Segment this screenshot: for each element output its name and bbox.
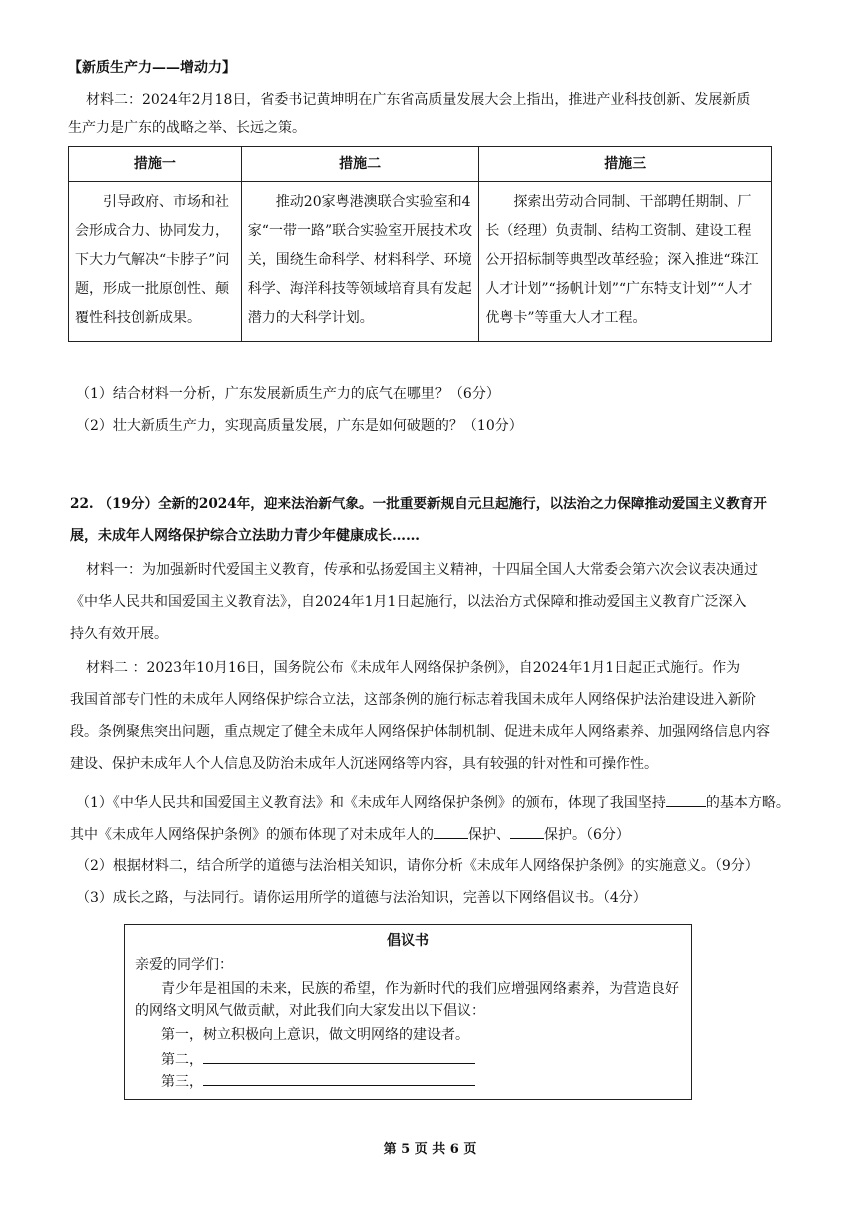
answer-blank-2[interactable] (434, 822, 468, 839)
proposal-item1: 第一，树立积极向上意识，做文明网络的建设者。 (161, 1027, 469, 1043)
measures-cell-2: 推动20家粤港澳联合实验室和4家“一带一路”联合实验室开展技术攻关，围绕生命科学、材料科学、环境科学、海洋科技等领域培育具有发起潜力的大科学计划。 (241, 182, 479, 342)
answer-blank-3[interactable] (510, 822, 544, 839)
proposal-item3-blank[interactable] (203, 1069, 475, 1086)
proposal-title: 倡议书 (387, 933, 429, 949)
q21-sub2: （2）壮大新质生产力，实现高质量发展，广东是如何破题的？（10分） (76, 418, 523, 434)
section-heading: 【新质生产力——增动力】 (68, 60, 236, 76)
proposal-body-line1: 青少年是祖国的未来，民族的希望，作为新时代的我们应增强网络素养，为营造良好 (161, 981, 679, 997)
q22-sub1-line2 (70, 822, 630, 845)
proposal-item3 (161, 1069, 475, 1092)
q22-sub1-text-b: 的基本方略。 (705, 795, 790, 811)
q21-sub1: （1）结合材料一分析，广东发展新质生产力的底气在哪里？（6分） (76, 386, 500, 402)
proposal-item2-blank[interactable] (203, 1047, 475, 1064)
q22-material1-line1: 材料一：为加强新时代爱国主义教育，传承和弘扬爱国主义精神，十四届全国人大常委会第六次会议表决通过 (86, 562, 758, 578)
measures-header-2: 措施二 (241, 147, 479, 182)
q22-stem-line2: 展，未成年人网络保护综合立法助力青少年健康成长…… (70, 528, 420, 544)
proposal-body-line2: 的网络文明风气做贡献，对此我们向大家发出以下倡议： (135, 1003, 485, 1019)
measures-cell-3: 探索出劳动合同制、干部聘任期制、厂长（经理）负责制、结构工资制、建设工程公开招标制等典型改革经验；深入推进“珠江人才计划”“扬帆计划”“广东特支计划”“人才优粤卡”等重大人才工程。 (479, 182, 772, 342)
proposal-item3-label: 第三， (161, 1074, 203, 1090)
proposal-box (124, 924, 692, 1100)
q22-sub3: （3）成长之路，与法同行。请你运用所学的道德与法治知识，完善以下网络倡议书。（4分） (76, 890, 647, 906)
q22-sub1-line1 (76, 790, 790, 813)
q22-sub1-line2-text-b: 保护、 (468, 827, 510, 843)
q22-material1-line2: 《中华人民共和国爱国主义教育法》，自2024年1月1日起施行，以法治方式保障和推动爱国主义教育广泛深入 (70, 594, 747, 610)
page-footer: 第 5 页 共 6 页 (383, 1142, 477, 1157)
q22-material1-line3: 持久有效开展。 (70, 626, 168, 642)
material-two-intro-line1: 材料二：2024年2月18日，省委书记黄坤明在广东省高质量发展大会上指出，推进产业科技创新、发展新质 (86, 92, 751, 108)
q22-sub1-line2-text-c: 保护。（6分） (544, 827, 630, 843)
proposal-item2-label: 第二， (161, 1052, 203, 1068)
measures-cell-1: 引导政府、市场和社会形成合力、协同发力，下大力气解决“卡脖子”问题，形成一批原创性、颠覆性科技创新成果。 (69, 182, 242, 342)
q22-stem-line1: 22. （19分）全新的2024年，迎来法治新气象。一批重要新规自元旦起施行，以法治之力保障推动爱国主义教育开 (70, 496, 767, 512)
measures-table-row (69, 182, 772, 342)
answer-blank-1[interactable] (666, 790, 706, 807)
material-two-intro-line2: 生产力是广东的战略之举、长远之策。 (68, 120, 306, 136)
measures-header-3: 措施三 (479, 147, 772, 182)
proposal-greeting: 亲爱的同学们： (135, 957, 233, 973)
q22-sub1-text-a: （1）《中华人民共和国爱国主义教育法》和《未成年人网络保护条例》的颁布，体现了我国坚持 (76, 795, 666, 811)
q22-material2-line3: 段。条例聚焦突出问题，重点规定了健全未成年人网络保护体制机制、促进未成年人网络素养、加强网络信息内容 (70, 724, 770, 740)
q22-sub1-line2-text-a: 其中《未成年人网络保护条例》的颁布体现了对未成年人的 (70, 827, 434, 843)
q22-material2-line1: 材料二 ：2023年10月16日，国务院公布《未成年人网络保护条例》，自2024年1月1日起正式施行。作为 (86, 660, 741, 676)
measures-header-1: 措施一 (69, 147, 242, 182)
q22-sub2: （2）根据材料二，结合所学的道德与法治相关知识，请你分析《未成年人网络保护条例》的实施意义。（9分） (76, 858, 759, 874)
q22-material2-line2: 我国首部专门性的未成年人网络保护综合立法，这部条例的施行标志着我国未成年人网络保护法治建设进入新阶 (70, 692, 756, 708)
measures-table (68, 146, 772, 342)
measures-table-header-row (69, 147, 772, 182)
q22-material2-line4: 建设、保护未成年人个人信息及防治未成年人沉迷网络等内容，具有较强的针对性和可操作性。 (70, 756, 658, 772)
proposal-item2 (161, 1047, 475, 1070)
